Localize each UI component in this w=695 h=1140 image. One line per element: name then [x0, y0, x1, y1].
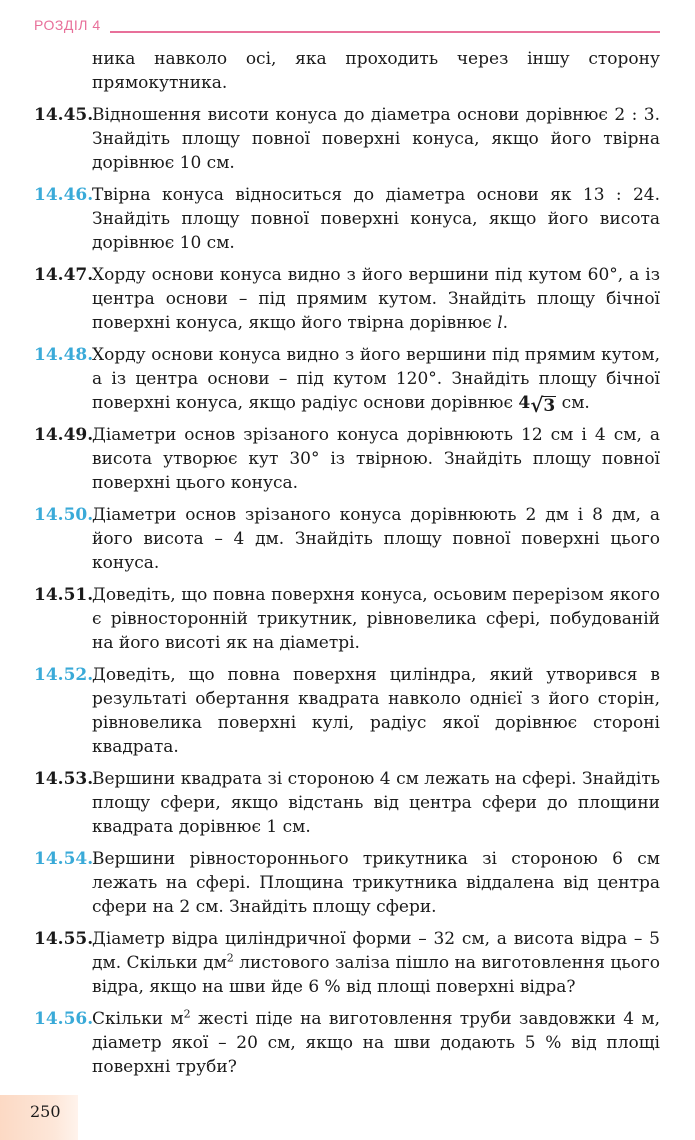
problem-14-45 — [34, 103, 660, 175]
problem-text: Доведіть, що повна поверхня циліндра, який утворився в результаті обертання квадрата навколо однієї з його сторін, рівновелика поверхні кулі, радіус якої дорівнює стороні квадрата. — [92, 665, 660, 757]
problem-14-56 — [34, 1007, 660, 1079]
problem-text — [92, 1007, 660, 1079]
problem-text-part: . — [502, 313, 509, 333]
problem-number: 14.51. — [34, 585, 94, 605]
superscript: 2 — [183, 1007, 191, 1021]
problem-14-52 — [34, 663, 660, 759]
problem-text: Вершини рівностороннього трикутника зі стороною 6 см лежать на сфері. Площина трикутника віддалена від центра сфери на 2 см. Знайдіть площу сфери. — [92, 849, 660, 917]
problem-text: Діаметри основ зрізаного конуса дорівнюють 2 дм і 8 дм, а його висота – 4 дм. Знайдіть площу повної поверхні цього конуса. — [92, 505, 660, 573]
problem-number: 14.53. — [34, 769, 94, 789]
problem-number: 14.54. — [34, 849, 94, 869]
problem-14-53 — [34, 767, 660, 839]
problem-number: 14.47. — [34, 265, 94, 285]
page-number: 250 — [30, 1102, 61, 1121]
sqrt-radicand: 3 — [543, 396, 556, 416]
problem-text-part: Хорду основи конуса видно з його вершини під кутом 60°, а із центра основи – під прямим кутом. Знайдіть площу бічної поверхні конуса, якщо його твірна дорівнює — [92, 265, 660, 333]
problem-text-part: Скільки м — [92, 1009, 184, 1029]
problem-14-49 — [34, 423, 660, 495]
problem-number: 14.48. — [34, 345, 94, 365]
header-rule — [110, 31, 660, 33]
problem-number: 14.46. — [34, 185, 94, 205]
problem-text — [92, 343, 660, 415]
sqrt-coefficient: 4 — [518, 393, 531, 413]
problem-number: 14.55. — [34, 929, 94, 949]
section-label: РОЗДІЛ 4 — [34, 17, 101, 33]
problem-text-part: Хорду основи конуса видно з його вершини під прямим кутом, а із центра основи – під кутом 120°. Знайдіть площу бічної поверхні конуса, якщо радіус основи дорівнює — [92, 345, 660, 413]
problem-14-47 — [34, 263, 660, 335]
problem-14-55 — [34, 927, 660, 999]
continuation-text: ника навколо осі, яка проходить через іншу сторону прямокутника. — [92, 49, 660, 93]
problem-number: 14.45. — [34, 105, 94, 125]
problem-text-part: Діаметр відра циліндричної форми – 32 см, а висота відра – 5 дм. Скільки дм — [92, 929, 660, 973]
problem-list — [34, 47, 660, 1087]
problem-text: Діаметри основ зрізаного конуса дорівнюють 12 см і 4 см, а висота утворює кут 30° із твірною. Знайдіть площу повної поверхні цього конуса. — [92, 425, 660, 493]
problem-14-50 — [34, 503, 660, 575]
problem-number: 14.52. — [34, 665, 94, 685]
variable-l: l — [497, 313, 503, 333]
problem-text: Відношення висоти конуса до діаметра основи дорівнює 2 : 3. Знайдіть площу повної поверхні конуса, якщо його твірна дорівнює 10 см. — [92, 105, 660, 173]
problem-text: Доведіть, що повна поверхня конуса, осьовим перерізом якого є рівносторонній трикутник, рівновелика сфері, побудованій на його висоті як на діаметрі. — [92, 585, 660, 653]
problem-text: Вершини квадрата зі стороною 4 см лежать на сфері. Знайдіть площу сфери, якщо відстань від центра сфери до площини квадрата дорівнює 1 см. — [92, 769, 660, 837]
problem-14-51 — [34, 583, 660, 655]
superscript: 2 — [226, 951, 234, 965]
problem-text — [92, 263, 660, 335]
problem-number: 14.50. — [34, 505, 94, 525]
problem-14-54 — [34, 847, 660, 919]
problem-14-48 — [34, 343, 660, 415]
problem-text: Твірна конуса відноситься до діаметра основи як 13 : 24. Знайдіть площу повної поверхні конуса, якщо його висота дорівнює 10 см. — [92, 185, 660, 253]
problem-text — [92, 927, 660, 999]
problem-text-part: листового заліза пішло на виготовлення цього відра, якщо на шви йде 6 % від площі поверхні відра? — [92, 953, 660, 997]
radical-sign-icon: √ — [530, 393, 544, 417]
problem-text-part: жесті піде на виготовлення труби завдовжки 4 м, діаметр якої – 20 см, якщо на шви додають 5 % від площі поверхні труби? — [92, 1009, 660, 1077]
problem-number: 14.49. — [34, 425, 94, 445]
problem-number: 14.56. — [34, 1009, 94, 1029]
problem-text-part: см. — [556, 393, 590, 413]
page-header — [34, 17, 660, 39]
problem-14-46 — [34, 183, 660, 255]
sqrt-expression — [518, 391, 556, 415]
